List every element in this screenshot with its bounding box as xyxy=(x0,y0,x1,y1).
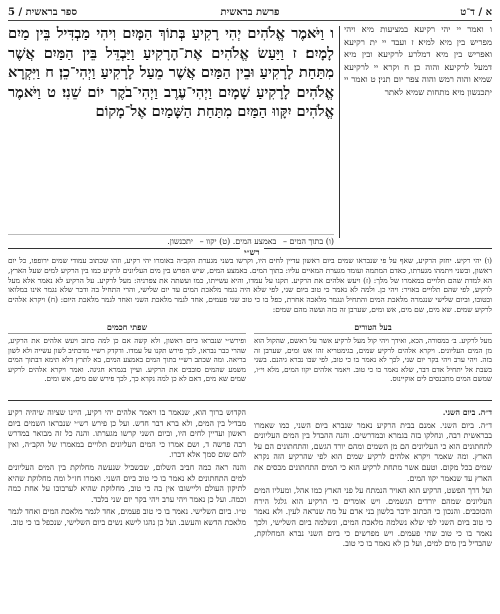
rashi-commentary xyxy=(8,256,492,314)
commentary-paragraph: הקדוש ברוך הוא, שנאמר בו ויאמר אלהים יהי רקיע, היינו שציוה שיהיה רקיע מבדיל בין המים, ולא ברא דבר חדש. ועל כן פירש רש״י שנבראו השמים ביום ראשון ועדיין לחים היו, וביום השני קרשו מגערתו. והנה כל זה מבואר במדרש רבה פרשה ד, ושם אמרו כי המים העליונים תלויים במאמרו של הקב״ה, ואין להם שום סמך אלא דברו. xyxy=(8,408,246,460)
chapter-verse-range: א / ד־ט xyxy=(460,6,492,18)
commentary-paragraph: והנה ראה כמה חביב השלום, שבשביל שנעשה מחלוקת בין המים העליונים למים התחתונים לא נאמר בו כי טוב ביום השני. ואמרו חז״ל ומה מחלוקת שהיא לתיקון העולם וליישובו אין בה כי טוב, מחלוקת שהיא לערבובו על אחת כמה וכמה. ועל כן נאמר ויהי ערב ויהי בקר יום שני בלבד. xyxy=(8,462,246,504)
commentary-paragraph: ד״ה. ביום השני. אמנם בבית הרקיע נאמר שנברא ביום השני, כמו שאמרו בבראשית רבה, ונחלקו בזה בגמרא ובמדרשים. והנה ההבדל בין המים העליונים לתחתונים הוא כי העליונים הם מן השמים ומהם יורד הגשם, והתחתונים הם על הארץ. ומה שאמר ויקרא אלהים לרקיע שמים הוא לפי שהרקיע הזה נקרא שמים בכל מקום. וטעם אשר מתחת לרקיע הוא כי המים התחתונים מכסים את הארץ עד שנאמר יקוו המים. xyxy=(254,420,492,483)
verse-footnotes xyxy=(8,234,334,246)
commentary-paragraph: ועל דרך הפשט, הרקיע הוא האויר הנמתח על פני הארץ כמו אהל, ומעליו המים העליונים שמהם יורדים הגשמים. ויש אומרים כי הרקיע הוא גלגל הירח והכוכבים. והנכון כי הכתוב ידבר בלשון בני אדם על מה שנראה לעין. ולא נאמר כי טוב ביום השני לפי שלא נשלמה מלאכת המים, ונשלמה ביום השלישי, ולכך נאמר בו כי טוב שתי פעמים. ויש מפרשים כי ביום השני נברא המחלוקת, שהבדיל בין מים למים, ועל כן לא נאמר בו כי טוב. xyxy=(254,486,492,549)
commentary-paragraph: ט״ו. ביום השלישי. נאמר בו כי טוב פעמים, אחד לגמר מלאכת המים ואחד לגמר מלאכת הדשא והעשב. ועל כן נהגו לישא נשים ביום השלישי, שנכפל בו כי טוב. xyxy=(8,507,246,527)
parsha-title: פרשת בראשית xyxy=(220,6,280,18)
verse-number-6: ו xyxy=(330,25,334,42)
commentary-right-column xyxy=(254,408,492,606)
torah-text xyxy=(8,24,334,224)
siftei-chachamim-commentary xyxy=(8,336,246,388)
divider xyxy=(8,400,492,401)
verse-number-8: ח xyxy=(45,64,54,81)
verse-block xyxy=(8,24,492,246)
commentary-heading: ד״ה. ביום השני. xyxy=(442,408,492,417)
book-page-label: ספר בראשית / 5 xyxy=(8,6,78,18)
commentary-left-column xyxy=(8,408,246,606)
column-divider xyxy=(339,26,340,238)
verse-6: וַיֹּאמֶר אֱלֹהִים יְהִי רָקִיעַ בְּתוֹךְ הַמָּיִם וִיהִי מַבְדִּיל בֵּין מַיִם לָמָיִם׃ xyxy=(8,25,334,62)
verse-number-7: ז xyxy=(292,44,297,62)
verse-number-9: ט xyxy=(47,83,56,101)
baal-haturim-text: מעל לרקיע. ב׳ במסורה, הכא, ואידך ויהי קול מעל לרקיע אשר על ראשם, שהקול הוא מן המים העליונים. ויקרא אלהים לרקיע שמים, בגימטריא זהו אש ומים, שערבן זה בזה. ויהי ערב ויהי בקר יום שני, לכך לא נאמר בו כי טוב, לפי שבו נברא גיהנם. בשני בשבת אל יתחיל אדם דבר, שלא נאמר בו כי טוב. ויאמר אלהים יקוו המים, מלא וי״ו, שמשם המים מתכנסים לים אוקיינוס. xyxy=(254,336,492,384)
baal-haturim-heading: בעל הטורים xyxy=(254,322,492,334)
siftei-chachamim-text: ופירש״י שנבראו ביום ראשון, ולא קשה אם כן למה כתוב ויעש אלהים את הרקיע, שהרי כבר נבראו, לכך פירש תקנו על עמדו. ודקדק רש״י מדכתיב לשון עשייה ולא לשון בריאה. ומה שכתב רש״י בתוך המים באמצע המים, בא לתרץ דלא תימא דבתוך המים משמע שהמים סובבים את הרקיע. ועיין בגמרא חגיגה. ואמר ויקרא אלהים לרקיע שמים שא מים, דאם לא כן למה נקרא כך, לכך פירש שם מים, אש ומים. xyxy=(8,336,246,384)
footnote: (ו) בתוך המים – xyxy=(282,237,334,246)
rashi-text: (ו) יהי רקיע. יחזק הרקיע, שאף על פי שנבראו שמים ביום ראשון עדיין לחים היו, וקרשו בשני מגערת הקב״ה באומרו יהי רקיע, וזהו שכתוב עמודי שמים ירופפו, כל יום ראשון, ובשני ויתמהו מגערתו, כאדם המתמה ועומד מגערת המאיים עליו: בתוך המים. באמצע המים, שיש הפרש בין מים העליונים לרקיע כמו בין הרקיע למים שעל הארץ, הא למדת שהם תלויים במאמרו של מלך: (ז) ויעש אלהים את הרקיע. תקנו על עמדו, והיא עשייתו, כמו ועשתה את צפרניה: מעל לרקיע. על הרקיע לא נאמר אלא מעל לרקיע, לפי שהם תלויים באויר: ויהי כן. ולמה לא נאמר כי טוב ביום שני, לפי שלא היה נגמר מלאכת המים עד יום שלישי, והרי התחיל בה ודבר שלא נגמר אינו במלואו ובטובו, וביום שלישי שנגמרה מלאכת המים והתחיל ונגמר מלאכה אחרת, כפל בו כי טוב שני פעמים, אחד לגמר מלאכת השני ואחד לגמר מלאכת היום: (ח) ויקרא אלהים לרקיע שמים. שא מים, שם מים, אש ומים, שערבן זה בזה ועשה מהם שמים: xyxy=(8,256,492,314)
verse-7: וַיַּעַשׂ אֱלֹהִים אֶת־הָרָקִיעַ וַיַּבְדֵּל בֵּין הַמַּיִם אֲשֶׁר מִתַּחַת לָרָקִיעַ וּבֵין הַמַּיִם אֲשֶׁר מֵעַל לָרָקִיעַ וַיְהִי־כֵן׃ xyxy=(8,44,334,81)
verse-9: וַיֹּאמֶר אֱלֹהִים יִקָּווּ הַמַּיִם מִתַּחַת הַשָּׁמַיִם אֶל־מָקוֹם xyxy=(8,83,334,120)
onkelos-text: ו ואמר יי יהי רקיעא במציעות מיא ויהי מפריש בין מיא למיא׃ ז ועבד יי ית רקיעא ואפריש בין מיא דמלרע לרקיעא ובין מיא דמעל לרקיעא והוה כן׃ ח וקרא יי לרקיעא שמיא והוה רמש והוה צפר יום תנין׃ ט ואמר יי יתכנשון מיא מתחות שמיא לאתר xyxy=(344,25,492,98)
torah-verses xyxy=(8,24,334,122)
baal-haturim-commentary xyxy=(254,336,492,388)
verse-8: וַיִּקְרָא אֱלֹהִים לָרָקִיעַ שָׁמָיִם וַיְהִי־עֶרֶב וַיְהִי־בֹקֶר יוֹם שֵׁנִי׃ xyxy=(8,64,334,101)
running-header xyxy=(8,4,492,21)
footnote: באמצע המים. (ט) יקוו – xyxy=(199,237,277,246)
rashi-label: רש״י xyxy=(240,247,264,258)
footnote: יתכנשון. xyxy=(167,237,194,246)
siftei-chachamim-heading: שפתי חכמים xyxy=(8,322,246,334)
commentary-paragraph xyxy=(254,408,492,419)
onkelos-translation xyxy=(344,24,492,246)
